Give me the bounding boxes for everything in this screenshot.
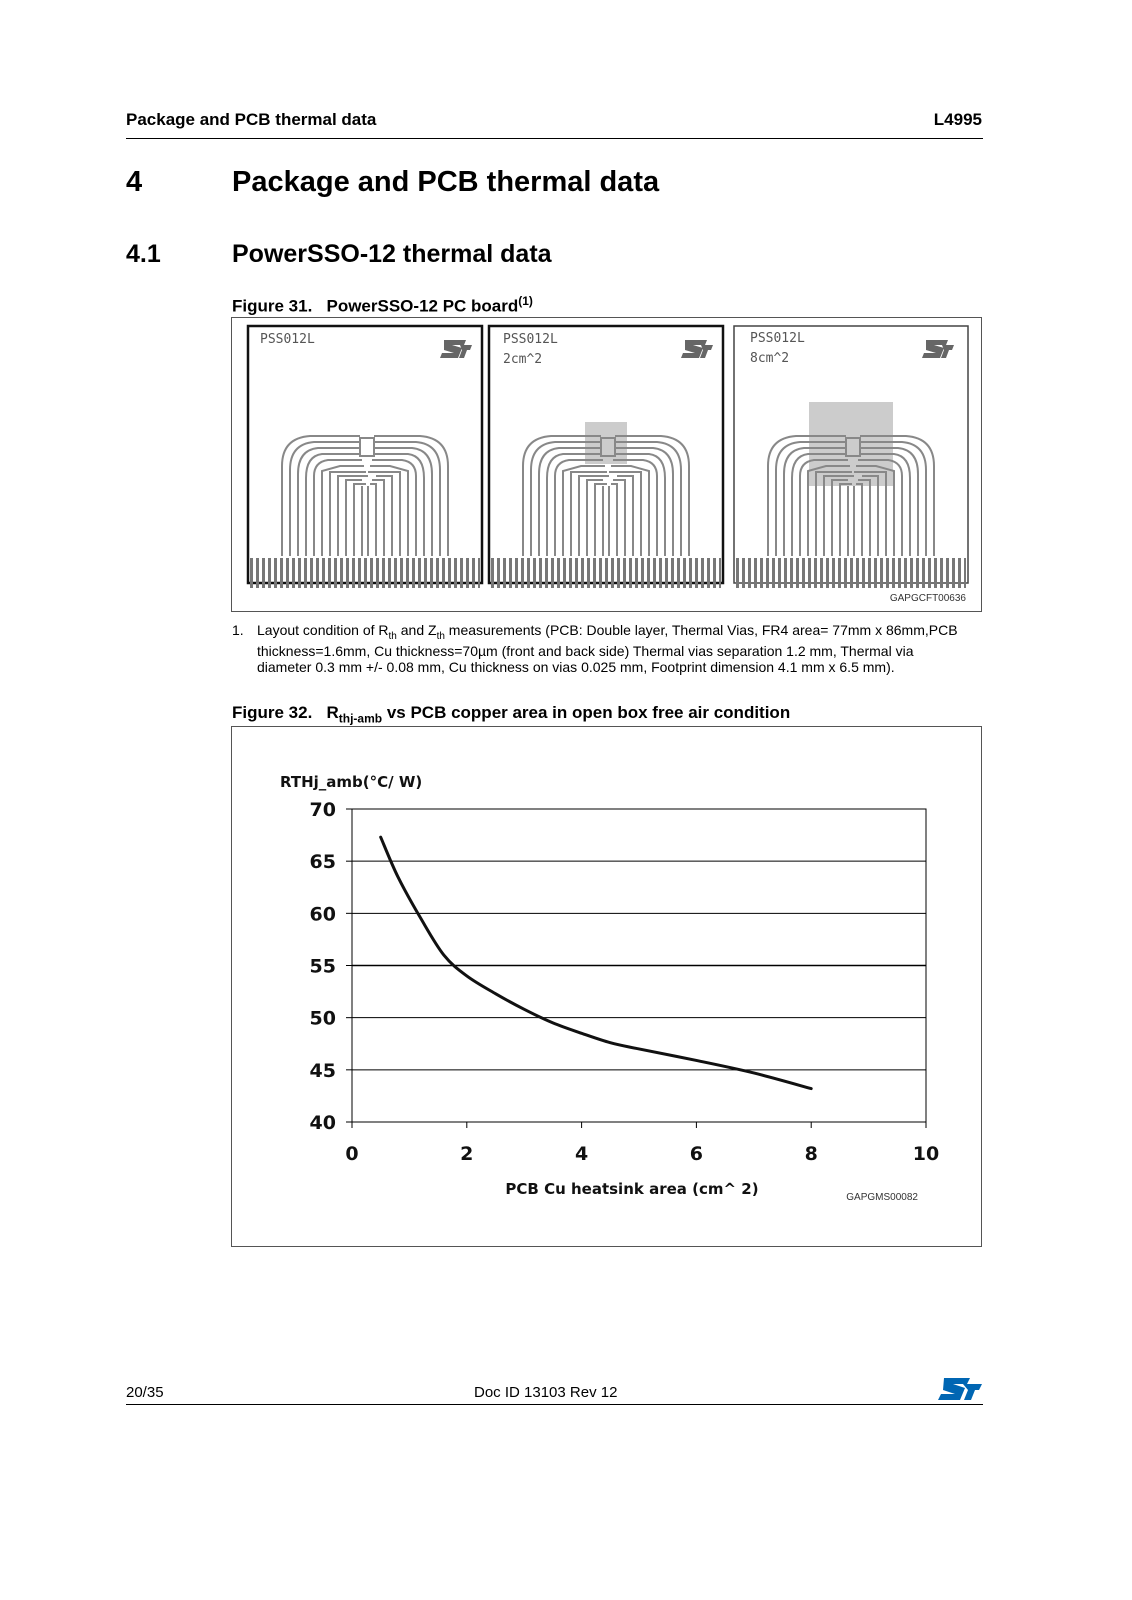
y-tick-label: 45 [309,1059,336,1082]
figure32-title-r: R [326,703,339,722]
y-tick-label: 60 [309,903,336,926]
y-tick-label: 65 [309,851,336,874]
pcb-boards-illustration [232,318,981,608]
subsection-number: 4.1 [126,240,161,268]
x-tick-label: 6 [689,1143,704,1165]
figure31-caption [232,294,533,317]
subsection-title: PowerSSO-12 thermal data [232,240,552,268]
running-header-title: Package and PCB thermal data [126,110,377,129]
doc-id: Doc ID 13103 Rev 12 [474,1384,618,1401]
board3-area: 8cm^2 [750,351,790,366]
footnote-sub-th: th [388,630,397,642]
x-tick-label: 8 [804,1143,818,1165]
figure31-footnote-ref: (1) [518,294,533,308]
footnote-marker: 1. [232,622,244,638]
board2-name: PSS012L [503,332,558,347]
figure32-ref-code: GAPGMS00082 [846,1192,918,1203]
st-brand-logo-icon [938,1375,984,1403]
y-tick-label: 50 [309,1007,336,1030]
section-title: Package and PCB thermal data [232,166,660,198]
footnote-text [257,623,967,675]
rth-vs-copper-area-chart [232,727,981,1246]
board3-name: PSS012L [750,331,805,346]
x-tick-labels [345,1143,939,1165]
page-number: 20/35 [126,1384,164,1401]
figure31-ref-code: GAPGCFT00636 [889,593,966,604]
y-axis-label: RTHj_amb(°C/ W) [280,773,423,791]
x-tick-label: 0 [345,1143,359,1165]
x-tick-label: 2 [460,1143,474,1165]
figure32-title-sub: thj-amb [338,711,383,726]
footnote-part-2: and Z [396,622,437,638]
rth-series-line [381,837,812,1088]
header-rule [126,138,983,139]
footnote-sub-zth: th [436,630,445,642]
x-tick-label: 10 [912,1143,940,1165]
y-tick-label: 55 [309,955,336,978]
footnote-part-1: Layout condition of R [257,622,389,638]
pcb-board-1 [248,326,482,588]
section-number: 4 [126,166,143,198]
footnote-part-3: measurements (PCB: Double layer, Thermal Vias, FR4 area= 77mm x 86mm,PCB thickness=1.6mm, Cu thickness=70µm (front and back side) Thermal vias separation 1.2 mm, Thermal via diameter 0.3 mm +/- 0.08 mm, Cu thickness on vias 0.025 mm, Footprint dimension 4.1 mm x 6.5 mm). [257,622,958,675]
figure32-title-rest: vs PCB copper area in open box free air condition [382,703,791,722]
board2-area: 2cm^2 [503,352,543,367]
figure32-caption [232,703,790,725]
footer-rule [126,1404,983,1405]
figure31-number: Figure 31. [232,296,313,316]
y-tick-label: 40 [309,1112,336,1134]
chart-grid [346,809,926,1128]
y-tick-labels [310,799,336,1134]
y-tick-label: 70 [309,799,336,821]
figure32-number: Figure 32. [232,703,313,722]
x-axis-label: PCB Cu heatsink area (cm^ 2) [505,1180,759,1198]
board1-name: PSS012L [260,332,315,347]
figure31-title: PowerSSO-12 PC board [326,296,519,316]
x-tick-label: 4 [574,1143,589,1165]
running-header-doc: L4995 [933,110,982,129]
